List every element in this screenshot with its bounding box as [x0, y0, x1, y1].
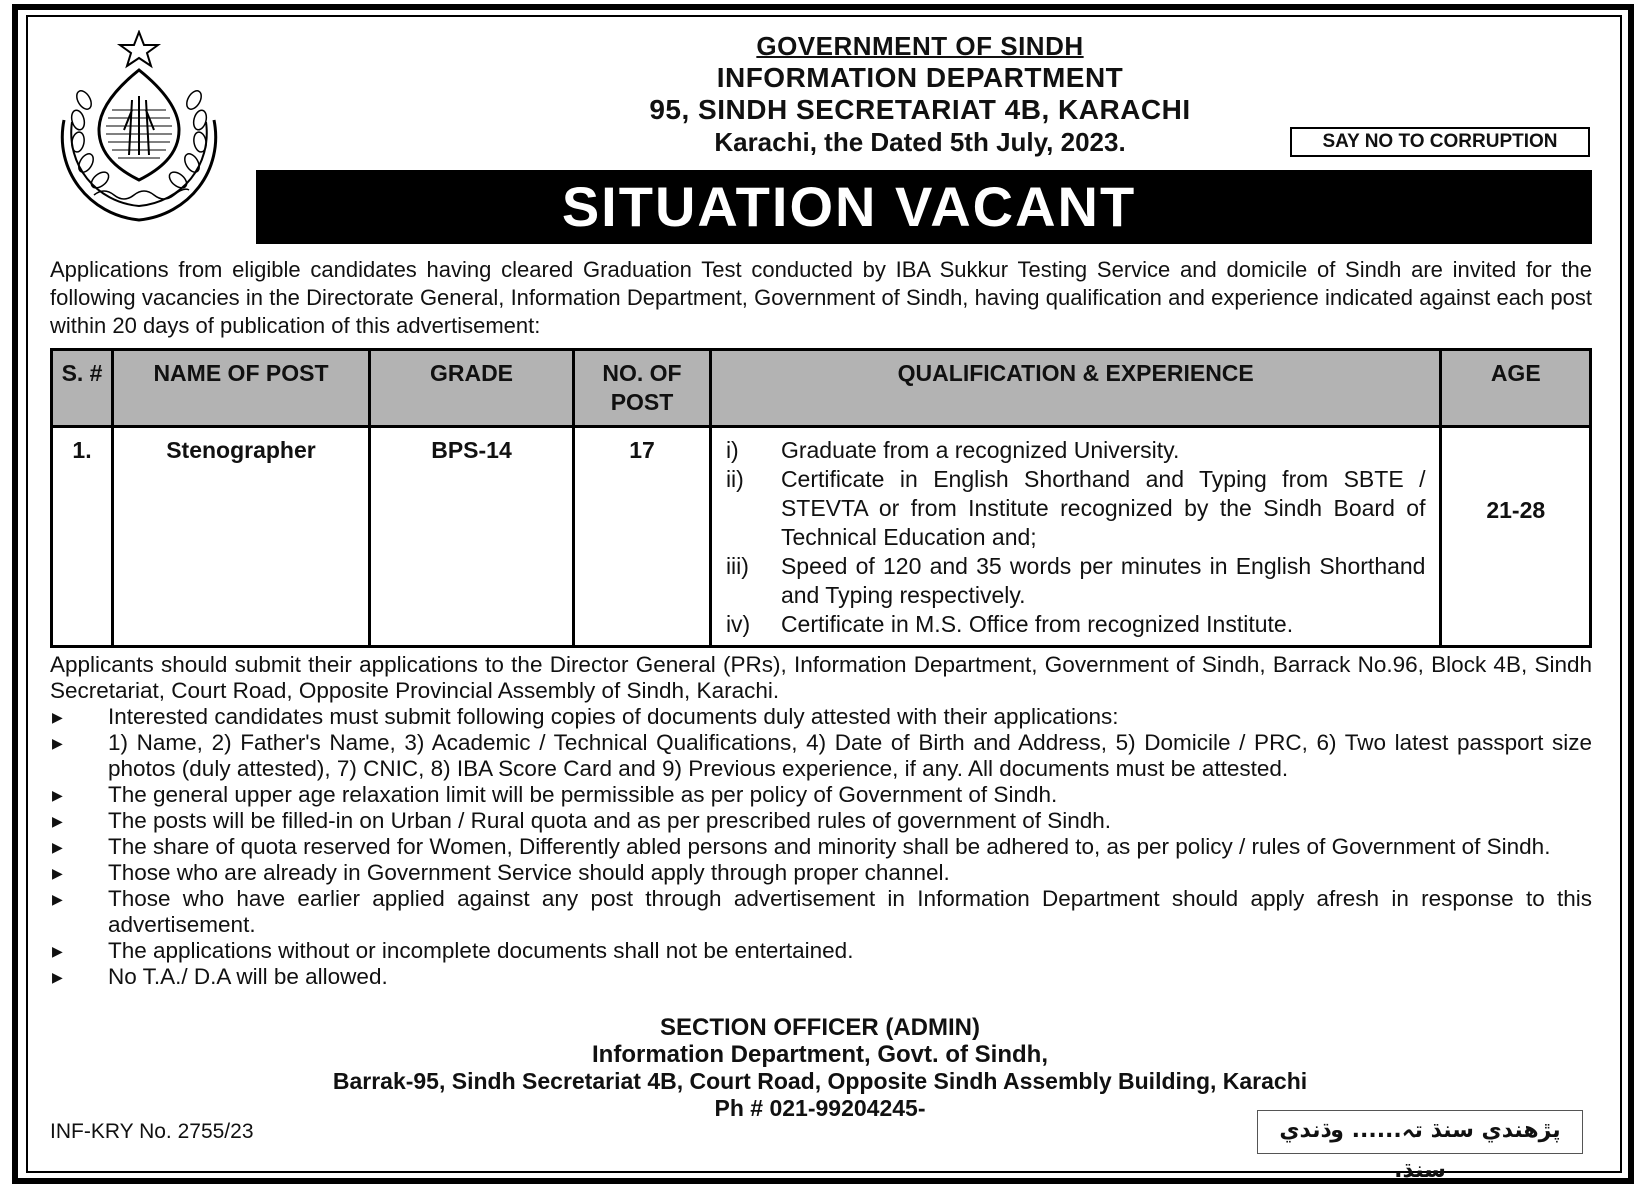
triangle-right-bullet-icon: ▶ [52, 839, 63, 855]
qualification-item [726, 610, 1426, 639]
qualification-item [726, 552, 1426, 610]
qualification-number: iv) [725, 611, 751, 637]
sindhi-slogan-box: پڙهندي سنڌ تہ...... وڌندي سنڌ. [1257, 1110, 1583, 1154]
cell-sno: 1. [52, 427, 113, 647]
list-item: ▶ No T.A./ D.A will be allowed. [52, 964, 388, 989]
cell-grade: BPS-14 [369, 427, 573, 647]
department-address: 95, SINDH SECRETARIAT 4B, KARACHI [649, 94, 1191, 125]
situation-vacant-banner: SITUATION VACANT [256, 170, 1592, 244]
date-line: Karachi, the Dated 5th July, 2023. [714, 127, 1126, 157]
list-item: ▶ The share of quota reserved for Women, Differently abled persons and minority shall be adhered to, as per policy / rules of Government of Sindh. [52, 834, 1551, 859]
qualification-item [726, 465, 1426, 552]
government-title: GOVERNMENT OF SINDH [756, 31, 1084, 61]
cell-age: 21-28 [1441, 427, 1591, 647]
triangle-right-bullet-icon: ▶ [52, 865, 63, 881]
list-item: ▶ Those who have earlier applied against any post through advertisement in Information Department should apply afresh in response to this advertisement. [52, 886, 1592, 937]
qualification-number: ii) [725, 466, 744, 492]
header-sno: S. # [52, 350, 113, 427]
qualification-text: Certificate in English Shorthand and Typing from SBTE / STEVTA or from Institute recognized by the Sindh Board of Technical Education and; [780, 466, 1426, 550]
vacancy-table [50, 348, 1592, 648]
qualification-text: Speed of 120 and 35 words per minutes in English Shorthand and Typing respectively. [780, 553, 1426, 608]
list-item: ▶ Interested candidates must submit following copies of documents duly attested with their applications: [52, 704, 1119, 729]
star-icon [120, 32, 158, 66]
triangle-right-bullet-icon: ▶ [52, 813, 63, 829]
header-grade: GRADE [369, 350, 573, 427]
signatory-department: Information Department, Govt. of Sindh, [592, 1041, 1048, 1068]
triangle-right-bullet-icon: ▶ [52, 943, 63, 959]
triangle-right-bullet-icon: ▶ [52, 735, 63, 751]
header-no-of-post: NO. OF POST [574, 350, 711, 427]
triangle-right-bullet-icon: ▶ [52, 709, 63, 725]
qualification-item [726, 436, 1426, 465]
header-age: AGE [1441, 350, 1591, 427]
intro-paragraph: Applications from eligible candidates having cleared Graduation Test conducted by IBA Sukkur Testing Service and domicile of Sindh are invited for the following vacancies in the Directorate General, Information Department, Government of Sindh, having qualification and experience indicated against each post within 20 days of publication of this advertisement: [50, 257, 1592, 338]
signatory-address: Barrak-95, Sindh Secretariat 4B, Court Road, Opposite Sindh Assembly Building, Karachi [332, 1068, 1308, 1094]
qualification-text: Graduate from a recognized University. [780, 437, 1180, 463]
instructions-list [50, 704, 1592, 990]
list-item: ▶ 1) Name, 2) Father's Name, 3) Academic / Technical Qualifications, 4) Date of Birth and Address, 5) Domicile / PRC, 6) Two latest passport size photos (duly attested), 7) CNIC, 8) IBA Score Card and 9) Previous experience, if any. All documents must be attested. [52, 730, 1592, 781]
qualification-number: iii) [725, 553, 749, 579]
say-no-to-corruption-badge: SAY NO TO CORRUPTION [1290, 127, 1590, 157]
header-qualification: QUALIFICATION & EXPERIENCE [710, 350, 1441, 427]
triangle-right-bullet-icon: ▶ [52, 969, 63, 985]
triangle-right-bullet-icon: ▶ [52, 787, 63, 803]
signature-block [200, 1014, 1440, 1122]
cell-qualifications [710, 427, 1441, 647]
qualification-text: Certificate in M.S. Office from recognized Institute. [780, 611, 1294, 637]
qualification-number: i) [725, 437, 739, 463]
triangle-right-bullet-icon: ▶ [52, 891, 63, 907]
letterhead [540, 30, 1300, 158]
department-title: INFORMATION DEPARTMENT [716, 62, 1124, 93]
list-item: ▶ The applications without or incomplete documents shall not be entertained. [52, 938, 854, 963]
cell-post-count: 17 [574, 427, 711, 647]
signatory-phone: Ph # 021-99204245- [714, 1095, 926, 1121]
table-header-row [52, 350, 1591, 427]
government-of-sindh-emblem-icon [44, 30, 234, 230]
signatory-title: SECTION OFFICER (ADMIN) [660, 1014, 980, 1041]
reference-number: INF-KRY No. 2755/23 [50, 1120, 254, 1143]
submission-paragraph: Applicants should submit their applications to the Director General (PRs), Information Department, Government of Sindh, Barrack No.96, Block 4B, Sindh Secretariat, Court Road, Opposite Provincial Assembly of Sindh, Karachi. [50, 652, 1592, 703]
cell-post-name: Stenographer [113, 427, 370, 647]
list-item: ▶ The general upper age relaxation limit will be permissible as per policy of Government of Sindh. [52, 782, 1058, 807]
list-item: ▶ Those who are already in Government Service should apply through proper channel. [52, 860, 950, 885]
list-item: ▶ The posts will be filled-in on Urban / Rural quota and as per prescribed rules of government of Sindh. [52, 808, 1112, 833]
table-row [52, 427, 1591, 647]
header-name-of-post: NAME OF POST [113, 350, 370, 427]
